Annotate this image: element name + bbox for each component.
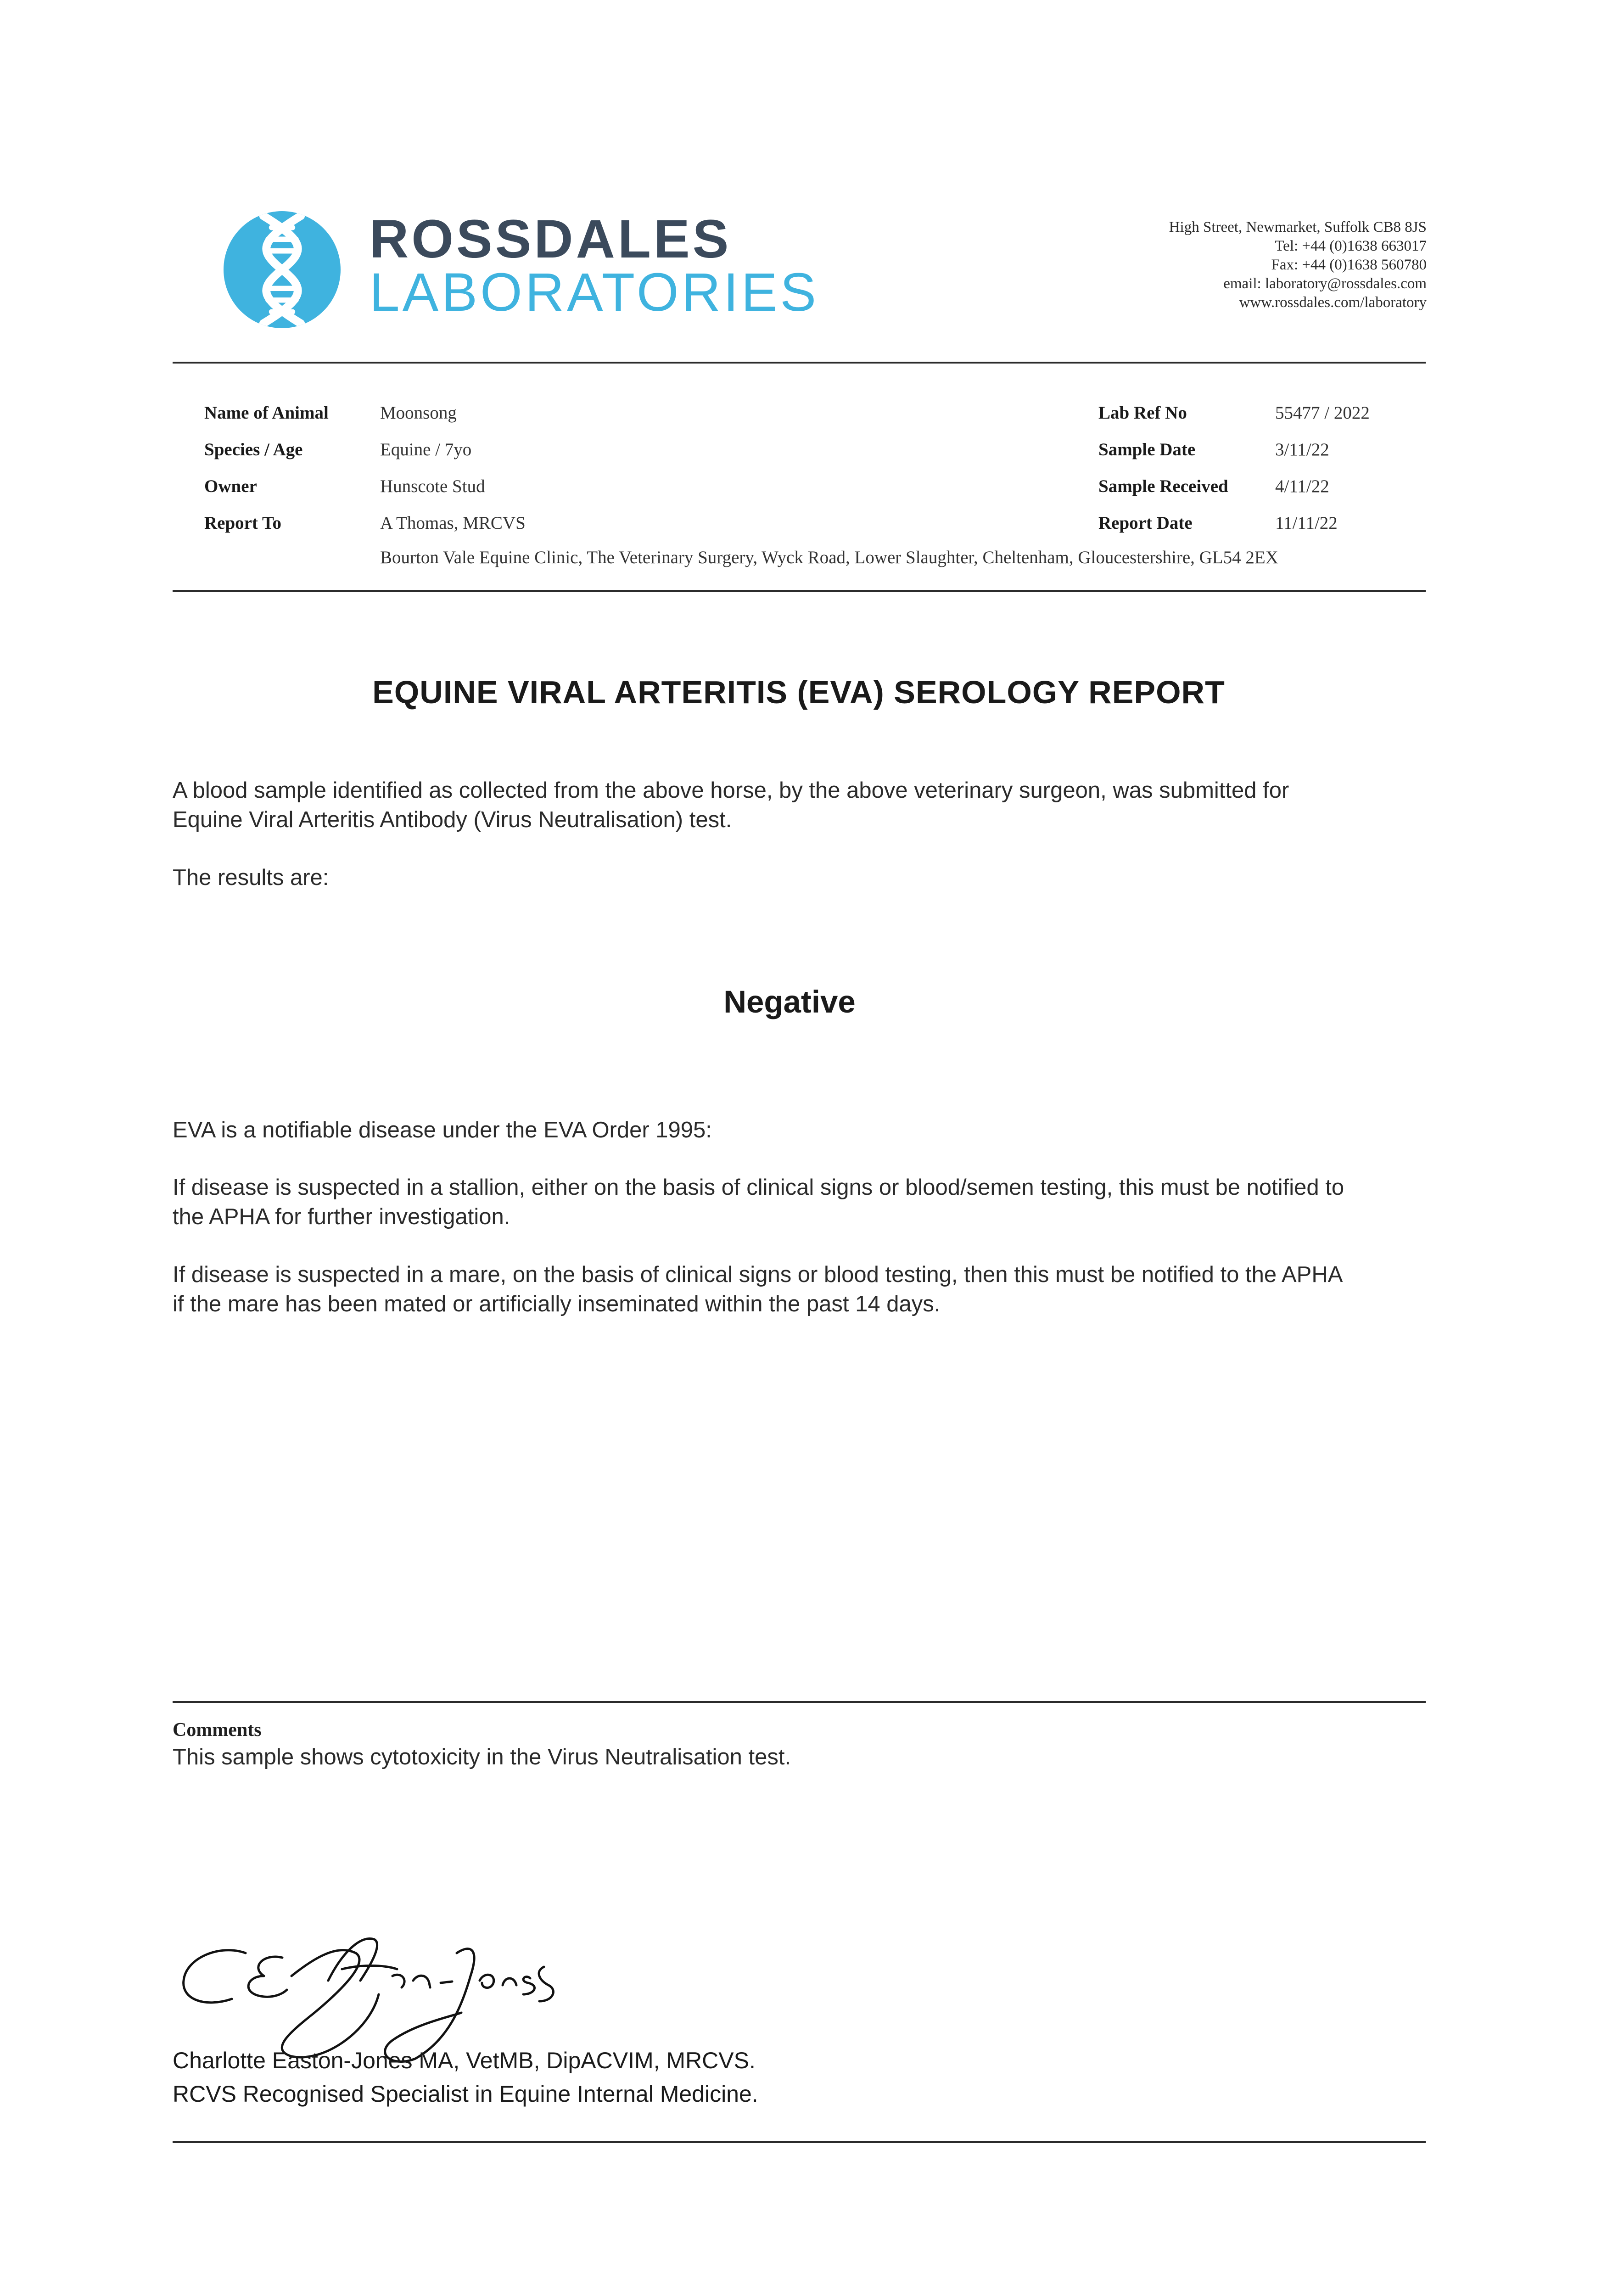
contact-fax: Fax: +44 (0)1638 560780	[1271, 257, 1427, 273]
label-sample-date: Sample Date	[1098, 440, 1196, 459]
label-report-to: Report To	[204, 513, 281, 533]
value-species-age: Equine / 7yo	[380, 440, 472, 459]
contact-website[interactable]: www.rossdales.com/laboratory	[1239, 294, 1427, 311]
value-sample-received: 4/11/22	[1275, 476, 1329, 496]
contact-email[interactable]: email: laboratory@rossdales.com	[1223, 275, 1427, 292]
stallion-paragraph	[173, 1173, 1439, 1231]
comments-label: Comments	[173, 1719, 262, 1741]
stallion-line-2: the APHA for further investigation.	[173, 1204, 510, 1229]
value-sample-date: 3/11/22	[1275, 440, 1329, 459]
contact-details	[1169, 218, 1427, 312]
report-title: EQUINE VIRAL ARTERITIS (EVA) SEROLOGY REPORT	[372, 674, 1225, 710]
label-species-age: Species / Age	[204, 440, 303, 459]
contact-tel: Tel: +44 (0)1638 663017	[1275, 238, 1427, 254]
value-report-date: 11/11/22	[1275, 513, 1338, 533]
stallion-line-1: If disease is suspected in a stallion, either on the basis of clinical signs or blood/semen testing, this must be notified to	[173, 1175, 1344, 1200]
label-owner: Owner	[204, 476, 257, 496]
mare-line-1: If disease is suspected in a mare, on the basis of clinical signs or blood testing, then this must be notified to the APHA	[173, 1262, 1343, 1287]
comments-text: This sample shows cytotoxicity in the Virus Neutralisation test.	[173, 1745, 791, 1769]
mare-line-2: if the mare has been mated or artificially inseminated within the past 14 days.	[173, 1292, 941, 1316]
brand-name-line1: ROSSDALES	[370, 209, 732, 269]
intro-paragraph	[173, 776, 1439, 834]
mare-paragraph	[173, 1260, 1439, 1319]
value-owner: Hunscote Stud	[380, 476, 485, 496]
label-name-of-animal: Name of Animal	[204, 403, 329, 423]
label-sample-received: Sample Received	[1098, 476, 1228, 496]
value-lab-ref-no: 55477 / 2022	[1275, 403, 1370, 423]
dna-helix-icon	[224, 211, 341, 328]
signatory-title: RCVS Recognised Specialist in Equine Internal Medicine.	[173, 2081, 758, 2107]
label-report-date: Report Date	[1098, 513, 1193, 533]
header-divider	[173, 362, 1426, 364]
signatory-name: Charlotte Easton-Jones MA, VetMB, DipACVIM, MRCVS.	[173, 2048, 756, 2073]
signature-image	[177, 1926, 571, 2063]
footer-divider	[173, 2141, 1426, 2143]
contact-address: High Street, Newmarket, Suffolk CB8 8JS	[1169, 219, 1427, 235]
notifiable-notice: EVA is a notifiable disease under the EVA Order 1995:	[173, 1118, 712, 1142]
result-value: Negative	[723, 984, 856, 1019]
value-report-to: A Thomas, MRCVS	[380, 513, 526, 533]
label-lab-ref-no: Lab Ref No	[1098, 403, 1187, 423]
comments-divider	[173, 1701, 1426, 1703]
intro-line-2: Equine Viral Arteritis Antibody (Virus Neutralisation) test.	[173, 807, 732, 832]
value-name-of-animal: Moonsong	[380, 403, 457, 423]
info-divider	[173, 590, 1426, 592]
brand-name-line2: LABORATORIES	[370, 262, 819, 323]
intro-line-1: A blood sample identified as collected from the above horse, by the above veterinary surgeon, was submitted for	[173, 778, 1289, 803]
results-intro: The results are:	[173, 865, 329, 890]
value-report-to-address: Bourton Vale Equine Clinic, The Veterinary Surgery, Wyck Road, Lower Slaughter, Cheltenham, Gloucestershire, GL54 2EX	[380, 548, 1278, 567]
